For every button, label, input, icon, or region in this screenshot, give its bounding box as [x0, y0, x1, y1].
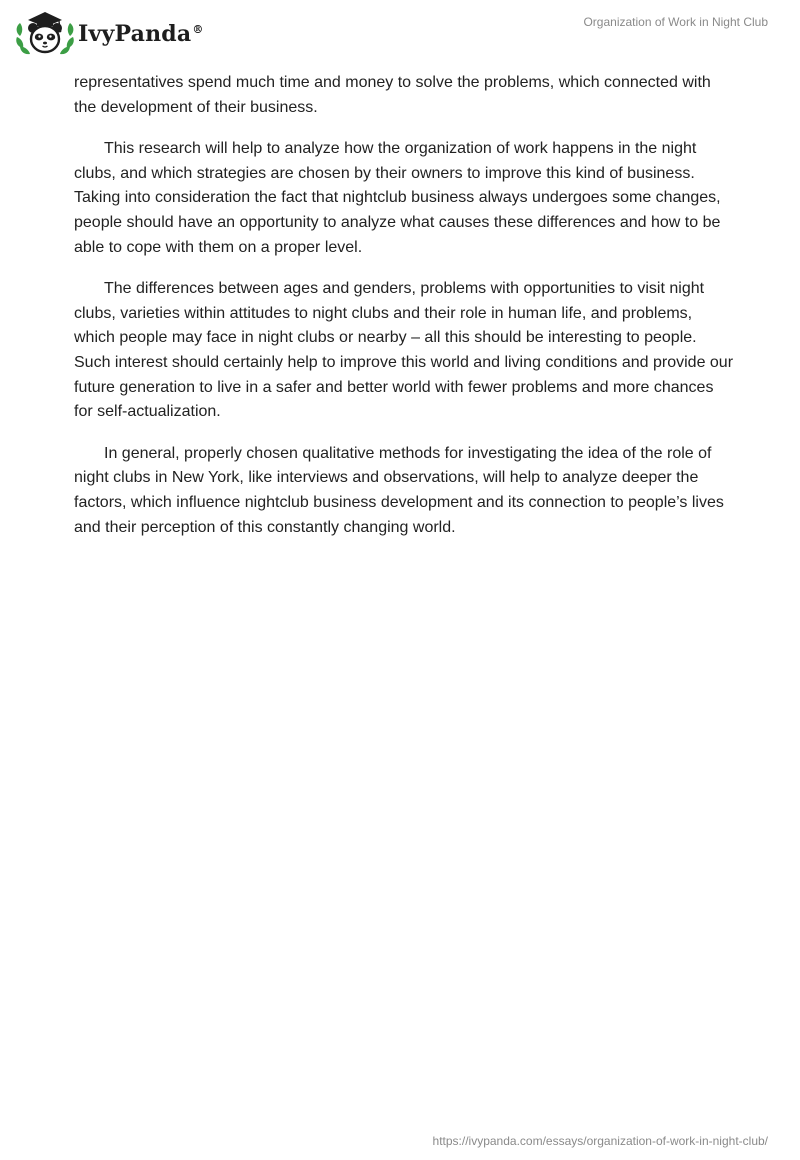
- paragraph: This research will help to analyze how the organization of work happens in the night clubs, and which strategies are chosen by their owners to improve this kind of business. Taking into consideration the fact that nightclub business always undergoes some changes, people should have an opportunity to analyze what causes these differences and how to be able to cope with them on a proper level.: [74, 140, 721, 256]
- panda-graduate-icon: [14, 8, 76, 58]
- paragraph: In general, properly chosen qualitative methods for investigating the idea of the role of night clubs in New York, like interviews and observations, will help to analyze deeper the factors, which influence nightclub business development and its connection to people’s lives and their perception of this constantly changing world.: [74, 444, 724, 536]
- logo-name: IvyPanda: [78, 21, 192, 47]
- ivypanda-logo[interactable]: [14, 8, 204, 58]
- paragraph: representatives spend much time and money to solve the problems, which connected with the development of their business.: [74, 74, 711, 116]
- source-url[interactable]: https://ivypanda.com/essays/organization-of-work-in-night-club/: [432, 1134, 768, 1148]
- essay-body: [74, 71, 734, 557]
- logo-registered-mark: ®: [192, 22, 204, 36]
- running-title: Organization of Work in Night Club: [583, 15, 768, 29]
- paragraph: The differences between ages and genders, problems with opportunities to visit night clubs, varieties within attitudes to night clubs and their role in human life, and problems, which people may face in night clubs or nearby – all this should be interesting to people. Such interest should certainly help to improve this world and living conditions and provide our future generation to live in a safer and better world with fewer problems and more chances for self-actualization.: [74, 280, 734, 421]
- page-header: [0, 0, 800, 68]
- logo-wordmark: [78, 21, 204, 47]
